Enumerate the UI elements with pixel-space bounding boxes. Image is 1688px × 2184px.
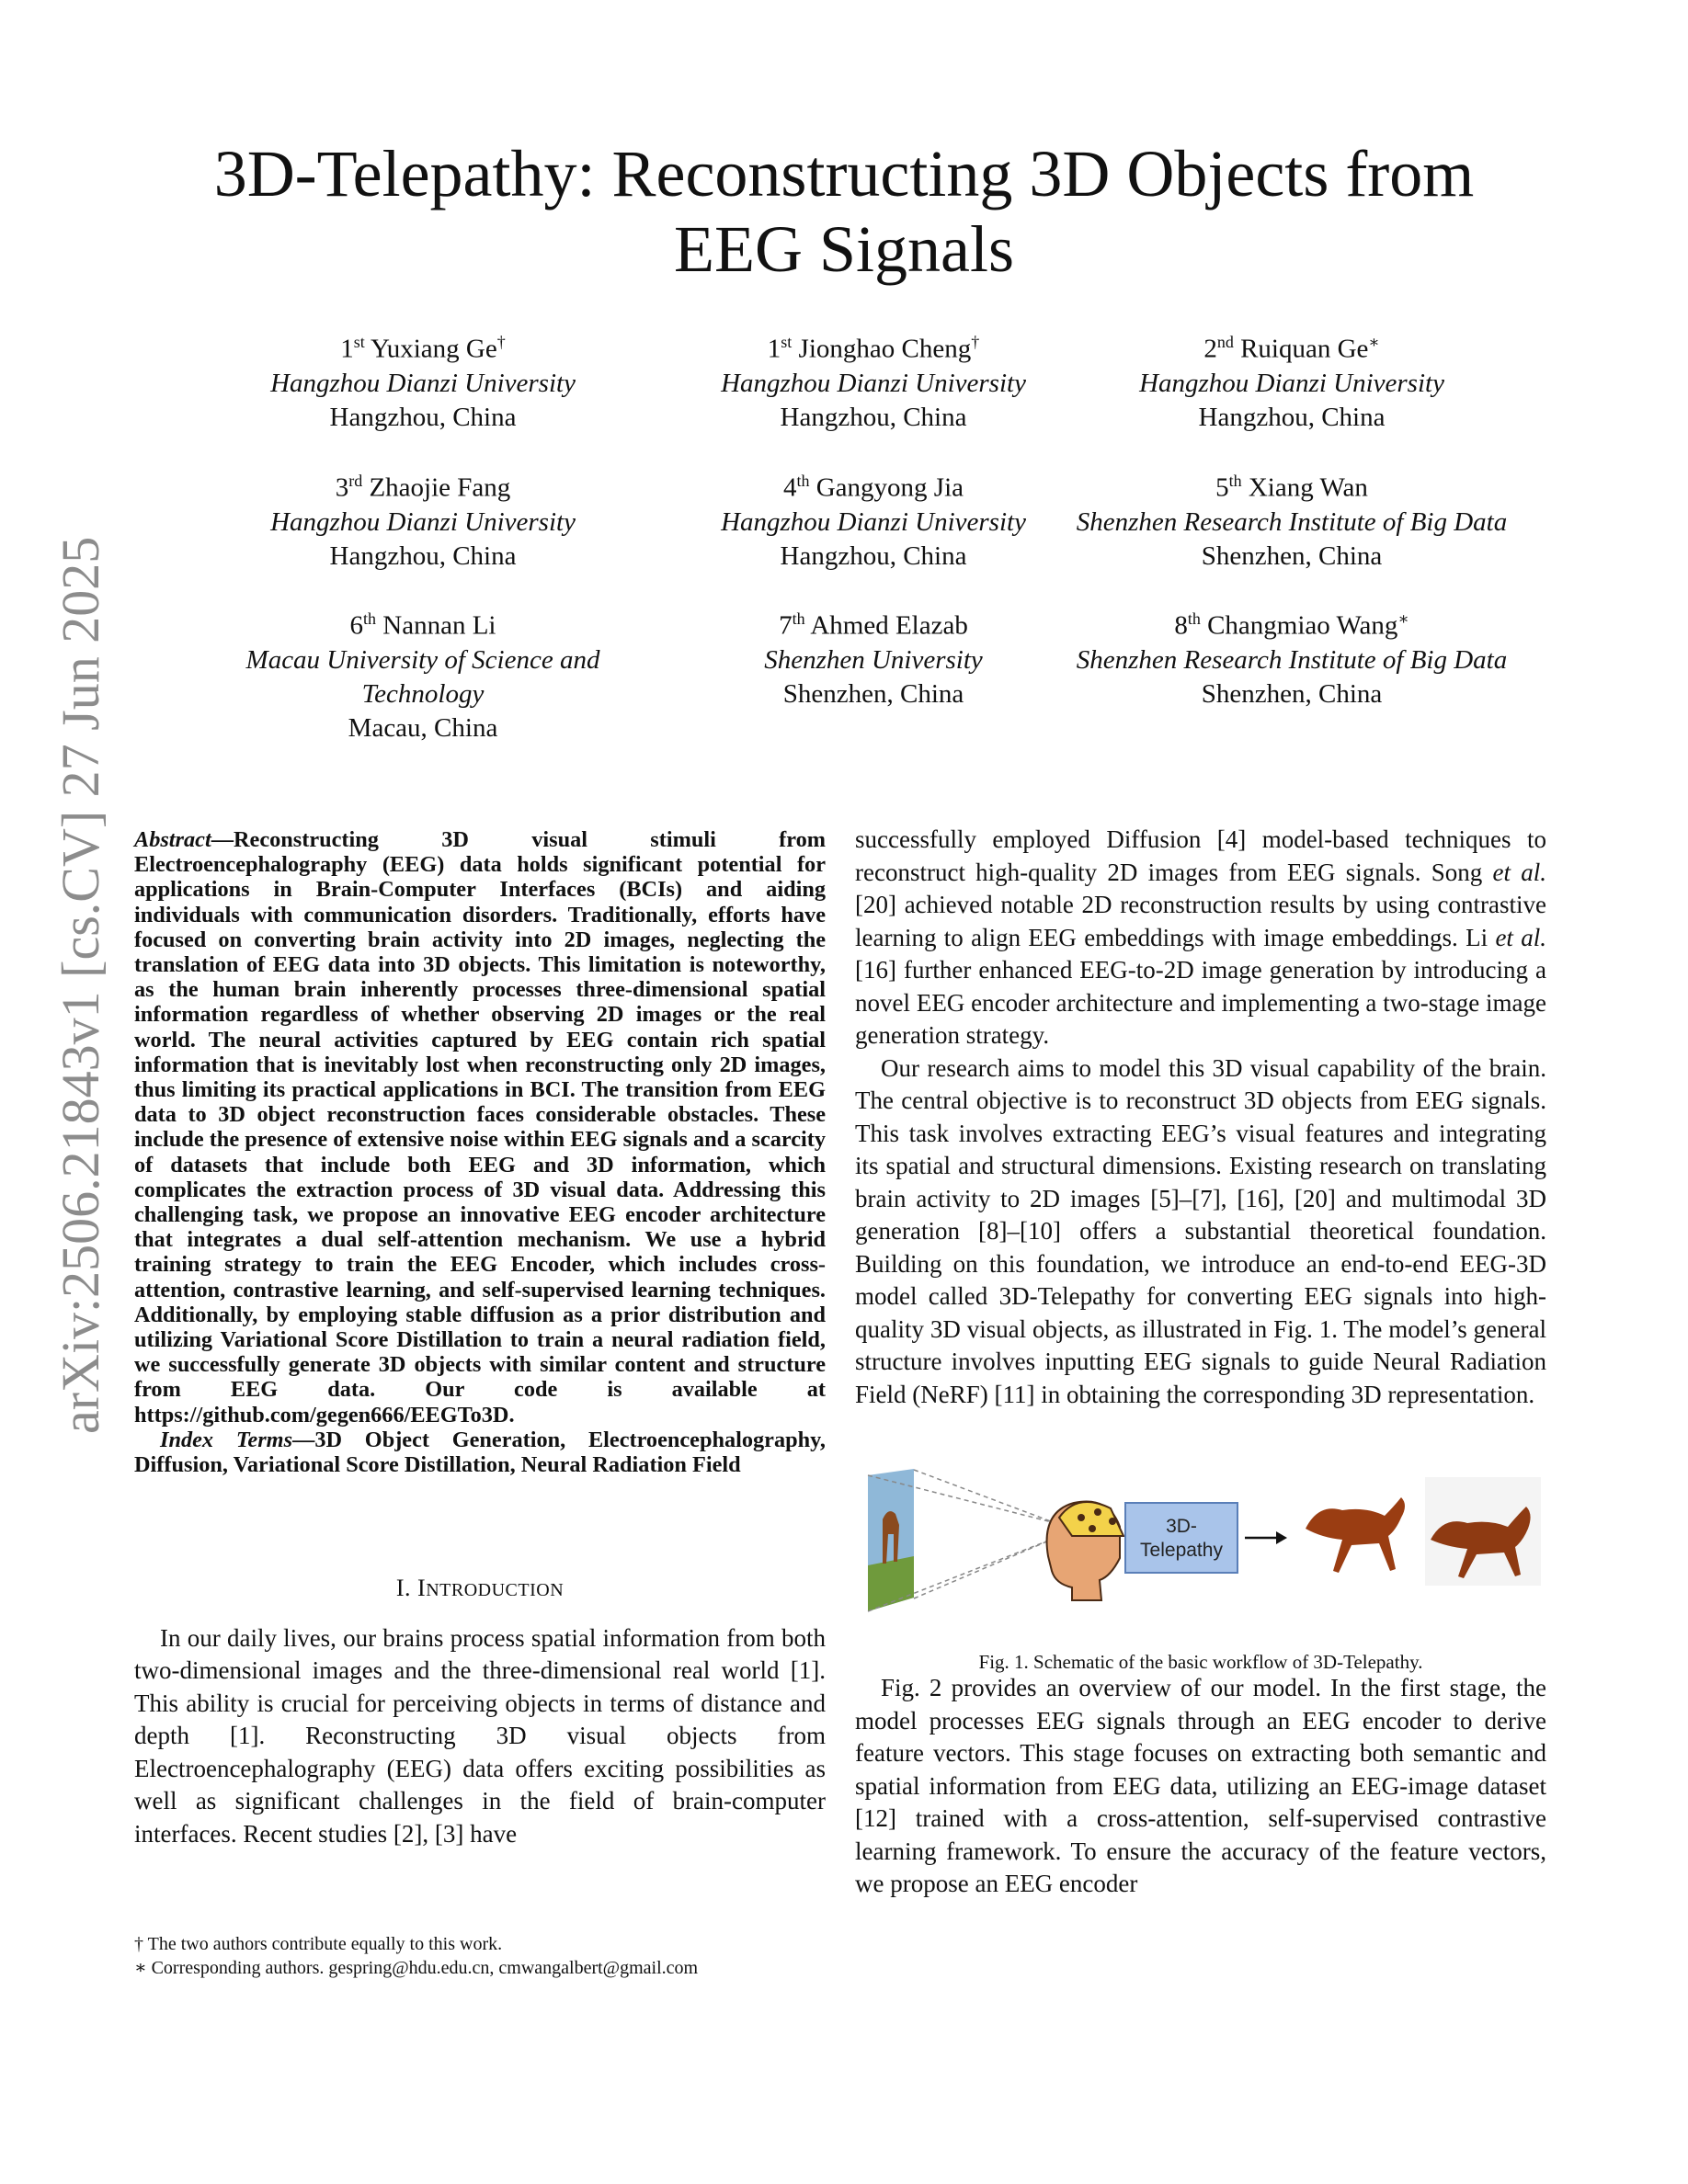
- author-location: Hangzhou, China: [329, 540, 517, 571]
- paper-title: 3D-Telepathy: Reconstructing 3D Objects from EEG Signals: [213, 137, 1475, 286]
- author-name: 7th Ahmed Elazab: [779, 609, 968, 641]
- abstract-text: —Reconstructing 3D visual stimuli from Electroencephalography (EEG) data holds significant potential for applications in Brain-Computer Interfaces (BCIs) and aiding individuals with communication disorders. Traditionally, efforts have focused on converting brain activity into 2D images, neglecting the translation of EEG data into 3D objects. This limitation is noteworthy, as the human brain inherently processes three-dimensional spatial information regardless of whether observing 2D images or the real world. The neural activities captured by EEG contain rich spatial information that is inevitably lost when reconstructing only 2D images, thus limiting its practical applications in BCI. The transition from EEG data to 3D object reconstruction faces considerable obstacles. These include the presence of extensive noise within EEG signals and a scarcity of datasets that include both EEG and 3D information, which complicates the extraction process of 3D visual data. Addressing this challenging task, we propose an innovative EEG encoder architecture that integrates a dual self-attention mechanism. We use a hybrid training strategy to train the EEG Encoder, which includes cross-attention, contrastive learning, and self-supervised learning techniques. Additionally, by employing stable diffusion as a prior distribution and utilizing Variational Score Distillation to train a neural radiation field, we successfully generate 3D objects with similar content and structure from EEG data. Our code is available at https://github.com/gegen666/EEGTo3D.: [134, 827, 826, 1428]
- author-affiliation: Shenzhen University: [764, 644, 983, 675]
- index-terms-label: Index Terms: [160, 1427, 293, 1452]
- intro-paragraph-1: In our daily lives, our brains process spatial information from both two-dimensional images and the three-dimensional real world [1]. This ability is crucial for perceiving objects in terms of distance and depth [1]. Reconstructing 3D visual objects from Electroencephalography (EEG) data offers exciting possibilities as well as significant challenges in the field of brain-computer interfaces. Recent studies [2], [3] have: [134, 1623, 826, 1848]
- author-3: [1053, 325, 1531, 435]
- author-affiliation: Macau University of Science and Technology: [245, 644, 600, 709]
- author-affiliation: Hangzhou Dianzi University: [270, 506, 576, 537]
- introduction-section: [134, 1572, 826, 1850]
- author-affiliation: Shenzhen Research Institute of Big Data: [1076, 506, 1508, 537]
- author-9: [1053, 602, 1531, 711]
- svg-text:3D-: 3D-: [1166, 1516, 1197, 1537]
- author-location: Hangzhou, China: [329, 402, 517, 432]
- author-location: Hangzhou, China: [1198, 402, 1386, 432]
- author-affiliation: Hangzhou Dianzi University: [721, 506, 1026, 537]
- section-heading: I. INTRODUCTION: [395, 1575, 565, 1601]
- author-4: [184, 464, 662, 574]
- author-2: [634, 325, 1112, 435]
- author-7: [184, 602, 662, 745]
- author-affiliation: Shenzhen Research Institute of Big Data: [1076, 644, 1508, 675]
- arrow-icon: [1245, 1531, 1287, 1544]
- author-affiliation: Hangzhou Dianzi University: [270, 368, 576, 398]
- author-location: Macau, China: [348, 712, 498, 743]
- intro-paragraph-3: Fig. 2 provides an overview of our model. In the first stage, the model processes EEG signals through an EEG encoder to derive feature vectors. This stage focuses on extracting both semantic and spatial information from EEG data, utilizing an EEG-image dataset [12] trained with a cross-attention, self-supervised contrastive learning framework. To ensure the accuracy of the feature vectors, we propose an EEG encoder: [855, 1674, 1546, 1897]
- author-affiliation: Hangzhou Dianzi University: [721, 368, 1026, 398]
- input-horse-image: [868, 1469, 914, 1611]
- telepathy-box: [1125, 1503, 1237, 1573]
- right-column: [855, 824, 1546, 1901]
- head-eeg-icon: [1047, 1501, 1123, 1600]
- footnote-equal-contribution: † The two authors contribute equally to this work.: [134, 1934, 503, 1954]
- author-name: 2nd Ruiquan Ge∗: [1203, 333, 1380, 364]
- figure-1-schematic: [855, 1464, 1546, 1621]
- footnote-corresponding: ∗ Corresponding authors. gespring@hdu.edu.cn, cmwangalbert@gmail.com: [134, 1958, 699, 1978]
- author-name: 6th Nannan Li: [349, 609, 496, 641]
- svg-text:Telepathy: Telepathy: [1140, 1540, 1223, 1561]
- author-affiliation: Hangzhou Dianzi University: [1139, 368, 1444, 398]
- author-location: Hangzhou, China: [780, 540, 967, 571]
- figure-1-caption: Fig. 1. Schematic of the basic workflow of 3D-Telepathy.: [978, 1650, 1423, 1673]
- author-5: [634, 464, 1112, 574]
- abstract-label: Abstract: [134, 827, 211, 852]
- author-8: [634, 602, 1112, 711]
- intro-paragraph-2: Our research aims to model this 3D visual capability of the brain. The central objective is to reconstruct 3D objects from EEG signals. This task involves extracting EEG’s visual features and integrating its spatial and structural dimensions. Existing research on translating brain activity to 2D images [5]–[7], [16], [20] and multimodal 3D generation [8]–[10] offers a substantial theoretical foundation. Building on this foundation, we introduce an end-to-end EEG-3D model called 3D-Telepathy for converting EEG signals into high-quality 3D visual objects, as illustrated in Fig. 1. The model’s general structure involves inputting EEG signals to guide Neural Radiation Field (NeRF) [11] in obtaining the corresponding 3D representation.: [855, 1053, 1546, 1408]
- abstract: [134, 827, 826, 1477]
- author-location: Shenzhen, China: [1201, 540, 1383, 571]
- arxiv-stamp: arXiv:2506.21843v1 [cs.CV] 27 Jun 2025: [51, 536, 110, 1434]
- footnotes: [134, 1932, 826, 1980]
- author-name: 8th Changmiao Wang∗: [1174, 609, 1409, 641]
- author-name: 4th Gangyong Jia: [782, 472, 964, 503]
- author-1: [184, 325, 662, 435]
- author-location: Shenzhen, China: [1201, 678, 1383, 709]
- intro-paragraph-continued: successfully employed Diffusion [4] model-based techniques to reconstruct high-quality 2D images from EEG signals. Song et al. [20] achieved notable 2D reconstruction results by using contrastive learning to align EEG embeddings with image embeddings. Li et al. [16] further enhanced EEG-to-2D image generation by introducing a novel EEG encoder architecture and implementing a two-stage image generation strategy.: [855, 825, 1546, 1049]
- figure-1: [855, 1464, 1546, 1673]
- output-horse-1: [1306, 1497, 1405, 1573]
- author-name: 3rd Zhaojie Fang: [335, 472, 511, 503]
- author-location: Hangzhou, China: [780, 402, 967, 432]
- author-6: [1053, 464, 1531, 574]
- author-name: 1st Jionghao Cheng†: [767, 333, 980, 364]
- author-name: 5th Xiang Wan: [1215, 472, 1368, 503]
- index-terms-text: —3D Object Generation, Electroencephalography, Diffusion, Variational Score Distillation, Neural Radiation Field: [134, 1427, 827, 1478]
- output-horse-2: [1425, 1477, 1541, 1586]
- author-location: Shenzhen, China: [782, 678, 964, 709]
- author-name: 1st Yuxiang Ge†: [340, 333, 506, 364]
